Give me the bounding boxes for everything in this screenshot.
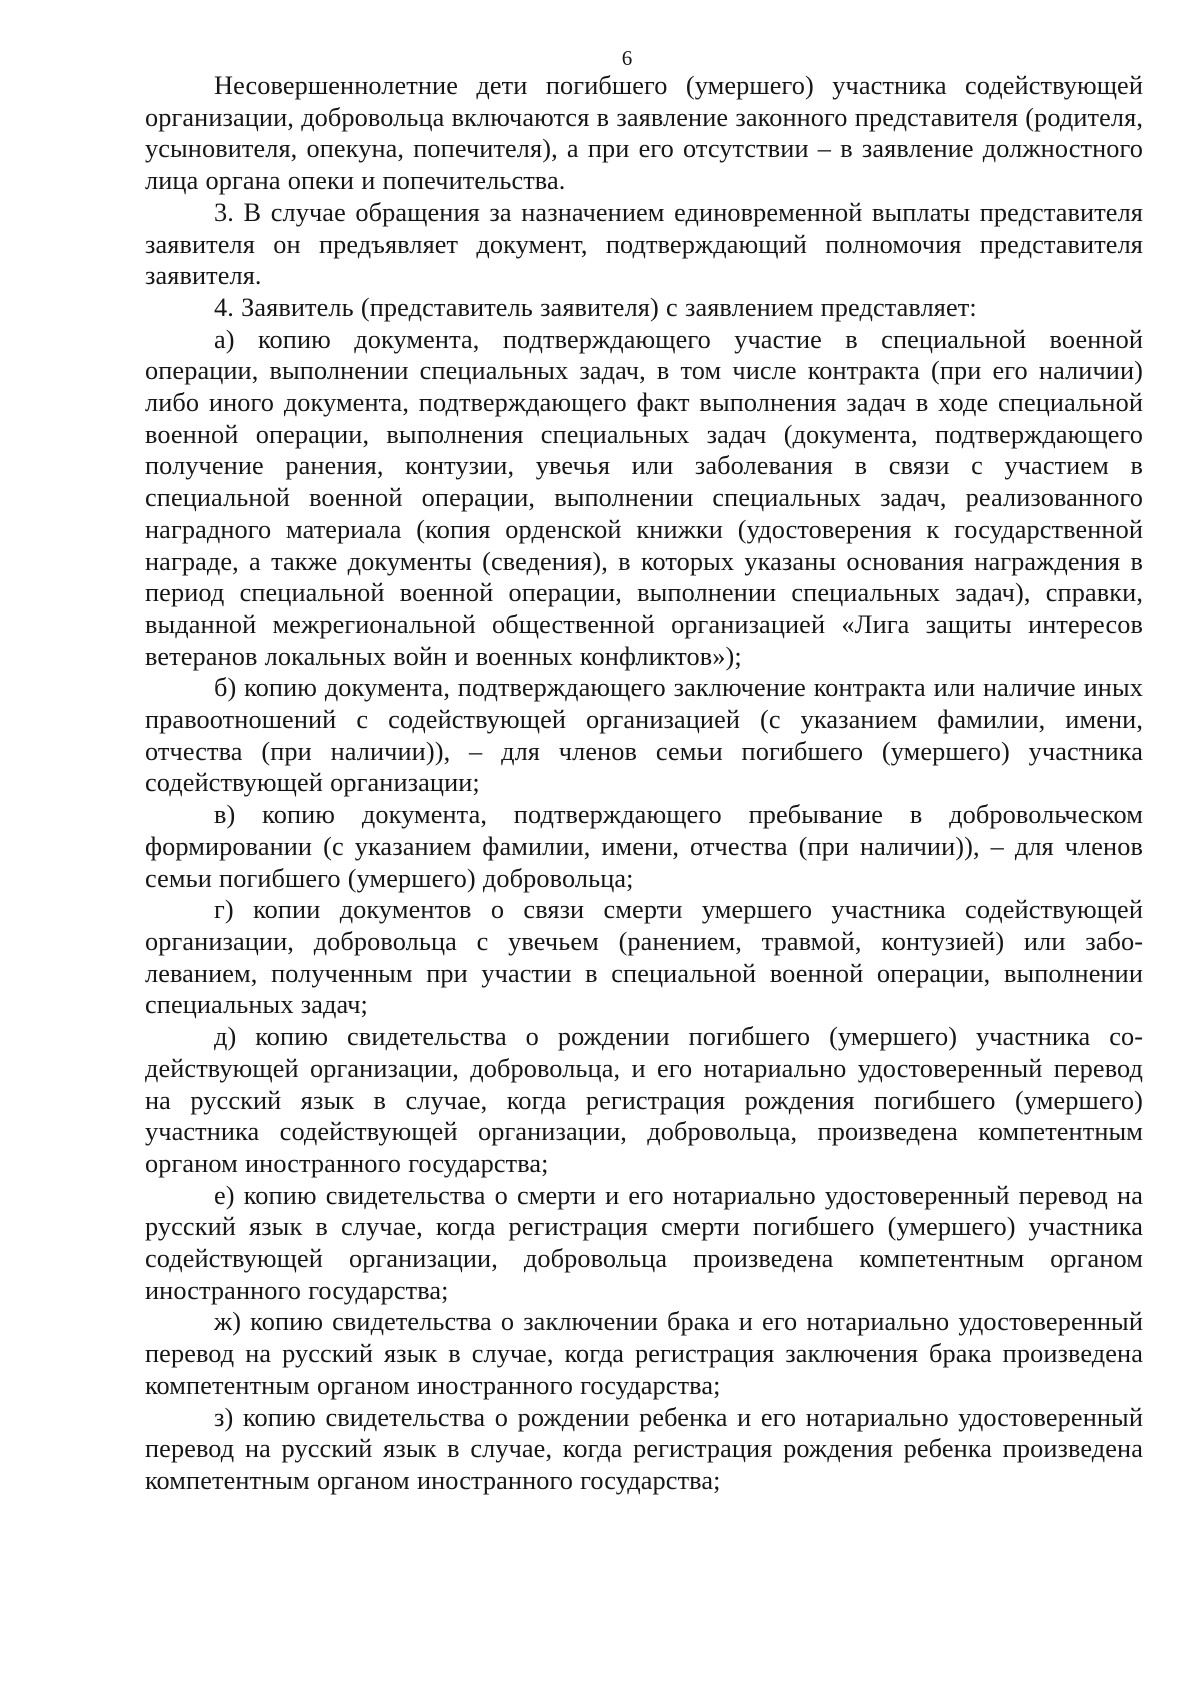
paragraph-subitem-d: д) копию свидетельства о рождении погибшего (умершего) участника содействующей организации, добровольца, и его нотариально удостоверенный перевод на русский язык в случае, когда регистрация рождения погибшего (умершего) участника содействующей организации, добровольца, произведена компетентным органом иностранного государства; xyxy=(145,1022,1143,1178)
page-number: 6 xyxy=(621,46,633,70)
paragraph-subitem-z: з) копию свидетельства о рождении ребенка и его нотариально удостоверенный перевод на русский язык в случае, когда регистрация рождения ребенка произведена компетентным органом иностранного государства; xyxy=(145,1402,1143,1495)
paragraph-item-3: 3. В случае обращения за назначением единовременной выплаты представителя заявителя он предъявляет документ, подтверждающий полномочия представителя заявителя. xyxy=(145,197,1143,291)
paragraph-subitem-zh: ж) копию свидетельства о заключении брака и его нотариально удостоверенный перевод на русский язык в случае, когда регистрация заключения брака произведена компетентным органом иностранного государства; xyxy=(145,1307,1143,1400)
paragraph-item-4: 4. Заявитель (представитель заявителя) с заявлением представляет: xyxy=(214,292,977,322)
paragraph-minor-children: Несовершеннолетние дети погибшего (умершего) участника содействующей организации, добровольца включаются в заявление законного представителя (родителя, усыновителя, опекуна, попечителя), а при его отсутствии – в заявление должностного лица органа опеки и попечительства. xyxy=(145,71,1143,196)
paragraph-subitem-b: б) копию документа, подтверждающего заключение контракта или наличие иных правоотношений с содействующей организацией (с указанием фамилии, имени, отчества (при наличии)), – для членов семьи погибшего (умершего) участника содействующей организации; xyxy=(145,673,1143,798)
paragraph-subitem-a: а) копию документа, подтверждающего участие в специальной военной операции, выполнении специальных задач, в том числе контракта (при его наличии) либо иного документа, подтверждающего факт выполнения задач в ходе специальной военной операции, выполнения специальных задач (документа, подтверждающего получение ранения, контузии, увечья или заболевания в связи с участием в специальной военной операции, выполнении специальных задач, реализованного наградного материала (копия орденской книжки (удостоверения к государственной награде, а также документы (сведения), в которых указаны основания награждения в период специальной военной операции, выполнении специальных задач), справки, выданной межрегиональной общественной организацией «Лига защиты интересов ветеранов локальных войн и военных конфликтов»); xyxy=(145,324,1143,671)
paragraph-subitem-g: г) копии документов о связи смерти умершего участника содействующей организации, добровольца с увечьем (ранением, травмой, контузией) или заболеванием, полученным при участии в специальной военной операции, выполнении специальных задач; xyxy=(145,895,1143,1020)
document-body xyxy=(145,70,1143,1497)
paragraph-subitem-e: е) копию свидетельства о смерти и его нотариально удостоверенный перевод на русский язык в случае, когда регистрация смерти погибшего (умершего) участника содействующей организации, добровольца произведена компетентным органом иностранного государства; xyxy=(145,1180,1143,1305)
paragraph-subitem-v: в) копию документа, подтверждающего пребывание в добровольческом формировании (с указанием фамилии, имени, отчества (при наличии)), – для членов семьи погибшего (умершего) добровольца; xyxy=(145,800,1143,893)
